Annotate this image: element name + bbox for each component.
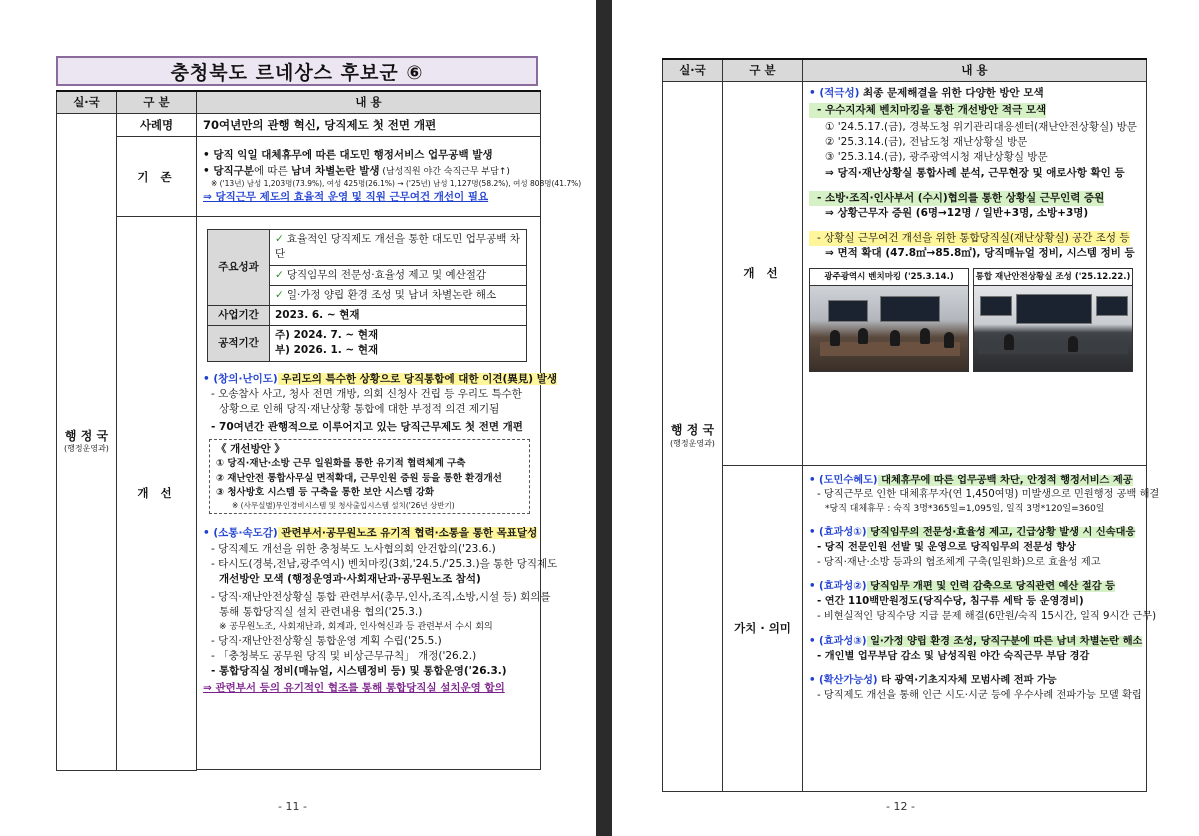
visit-3: ③ '25.3.14.(금), 광주광역시청 재난상황실 방문 <box>825 151 1048 164</box>
value-content <box>803 465 1160 791</box>
effect3-line-1: - 개인별 업무부담 감소 및 남성직원 야간 숙직근무 부담 경감 <box>817 650 1090 662</box>
meeting-photo <box>809 286 969 372</box>
active-line-3-conclusion: ⇒ 면적 확대 (47.8㎡→85.8㎡), 당직매뉴얼 정비, 시스템 정비 등 <box>825 247 1135 260</box>
header-content: 내 용 <box>803 59 1147 81</box>
creative-headline: • (창의·난이도) 우리도의 특수한 상황으로 당직통합에 대한 이견(異見) 발생 <box>203 372 558 385</box>
comm-line-8: - 통합당직실 정비(매뉴얼, 시스템정비 등) 및 통합운영('26.3.) <box>211 665 507 678</box>
spread-line-1: - 당직제도 개선을 통해 인근 시도·시군 등에 우수사례 전파가능 모델 확립 <box>817 690 1142 702</box>
comm-conclusion: ⇒ 관련부서 등의 유기적인 협조를 통해 통합당직실 설치운영 합의 <box>203 682 505 695</box>
photo-row <box>809 268 1140 372</box>
comm-headline: • (소통·속도감) 관련부서·공무원노조 유기적 협력·소통을 통한 목표달성 <box>203 527 538 540</box>
effect1-headline: • (효과성①) 당직임무의 전문성·효율성 제고, 긴급상황 발생 시 신속대응 <box>809 527 1136 539</box>
improve-label: 개 선 <box>723 81 803 465</box>
visit-conclusion: ⇒ 당직·재난상황실 통합사례 분석, 근무현장 및 애로사항 확인 등 <box>825 166 1125 179</box>
active-line-3: - 상황실 근무여건 개선을 위한 통합당직실(재난상황실) 공간 조성 등 <box>809 231 1130 246</box>
effect3-headline: • (효과성③) 일·가정 양립 환경 조성, 당직구분에 따른 남녀 차별논란 해소 <box>809 635 1143 647</box>
visit-1: ① '24.5.17.(금), 경북도청 위기관리대응센터(재난안전상황실) 방문 <box>825 120 1137 133</box>
achievement-label: 주요성과 <box>208 230 270 306</box>
improve-content <box>803 81 1147 465</box>
check-icon: ✓ <box>275 268 284 281</box>
value-label: 가치 · 의미 <box>723 465 803 791</box>
table-header-row <box>663 59 1147 81</box>
page-title: 충청북도 르네상스 후보군 ⑥ <box>56 56 538 86</box>
comm-line-1: - 당직제도 개선을 위한 충청북도 노사협의회 안건합의('23.6.) <box>211 542 496 555</box>
plan-item-2: ② 재난안전 통합사무실 면적확대, 근무인원 증원 등을 통한 환경개선 <box>216 472 502 484</box>
comm-line-2: - 타시도(경북,전남,광주역시) 벤치마킹(3회,'24.5./'25.3.)을 통한 당직제도 <box>211 557 558 570</box>
page-number: - 12 - <box>886 800 915 813</box>
spread-headline: • (확산가능성) 타 광역·기초지자체 모범사례 전파 가능 <box>809 675 1057 687</box>
left-content-table <box>56 90 582 771</box>
achievement-table <box>207 229 527 362</box>
dept-cell <box>663 81 723 791</box>
benefit-headline: • (도민수혜도) 대체휴무에 따른 업무공백 차단, 안정적 행정서비스 제공 <box>809 474 1133 486</box>
case-label: 사례명 <box>117 113 197 137</box>
photo-situation-room <box>973 268 1133 372</box>
comm-line-7: - 「충청북도 공무원 당직 및 비상근무규칙」 개정('26.2.) <box>211 649 477 662</box>
photo-benchmarking <box>809 268 969 372</box>
effect2-line-2: - 비현실적인 당직수당 지급 문제 해결(6만원/숙직 15시간, 일직 9시간 근무) <box>817 611 1157 623</box>
benefit-note: *당직 대체휴무 : 숙직 3명*365일=1,095일, 일직 3명*120일=360일 <box>825 504 1105 515</box>
communication-section <box>203 526 558 696</box>
check-icon: ✓ <box>275 233 284 246</box>
effect1-line-2: - 당직·재난·소방 등과의 협조체계 구축(일원화)으로 효율성 제고 <box>817 556 1101 568</box>
case-text: 70여년만의 관행 혁신, 당직제도 첫 전면 개편 <box>197 113 541 137</box>
comm-line-4: - 당직·재난안전상황실 통합 관련부서(총무,인사,조직,소방,시설 등) 회의를 <box>211 591 551 604</box>
header-dept: 실·국 <box>663 59 723 81</box>
header-dept: 실·국 <box>57 91 117 113</box>
existing-label: 기 존 <box>117 137 197 217</box>
comm-line-5: 통해 통합당직실 설치 관련내용 협의('25.3.) <box>219 606 423 619</box>
dept-sub-label: (행정운영과) <box>670 438 715 448</box>
creative-section <box>203 372 558 515</box>
effect2-headline: • (효과성②) 당직임무 개편 및 인력 감축으로 당직관련 예산 절감 등 <box>809 581 1115 593</box>
active-headline: • (적극성) 최종 문제해결을 위한 다양한 방안 모색 <box>809 86 1044 99</box>
right-content-table <box>662 58 1160 792</box>
period-value: 2023. 6. ~ 현재 <box>270 306 527 326</box>
plan-note: ※ (사무실별)무인경비시스템 및 청사출입시스템 설치('26년 상반기) <box>232 501 455 511</box>
active-line-1: - 우수지자체 벤치마킹을 통한 개선방안 적극 모색 <box>809 103 1046 118</box>
value-row <box>663 465 1147 791</box>
case-row <box>57 113 541 137</box>
existing-bullet-2: • 당직구분에 따른 남녀 차별논란 발생 (남성직원 야간 숙직근무 부담↑) <box>203 164 510 177</box>
improve-row <box>663 81 1147 465</box>
creative-line-1: - 오송참사 사고, 청사 전면 개방, 의회 신청사 건립 등 우리도 특수한 <box>211 387 522 400</box>
improve-row <box>57 217 541 770</box>
header-content: 내 용 <box>197 91 541 113</box>
header-category: 구 분 <box>723 59 803 81</box>
header-category: 구 분 <box>117 91 197 113</box>
achievement-item-1: ✓ 효율적인 당직제도 개선을 통한 대도민 업무공백 차단 <box>270 230 527 265</box>
photo-caption-1: 광주광역시 벤치마킹 ('25.3.14.) <box>809 268 969 286</box>
existing-bullet-1: • 당직 익일 대체휴무에 따른 대도민 행정서비스 업무공백 발생 <box>203 149 493 162</box>
page-gutter <box>596 0 612 836</box>
comm-line-3: 개선방안 모색 (행정운영과·사회재난과·공무원노조 참석) <box>219 572 481 585</box>
page-number: - 11 - <box>278 800 307 813</box>
dept-sub-label: (행정운영과) <box>64 444 109 454</box>
visit-2: ② '25.3.14.(금), 전남도청 재난상황실 방문 <box>825 136 1028 149</box>
improve-content <box>197 217 558 770</box>
achievement-item-2: ✓ 당직임무의 전문성·효율성 제고 및 예산절감 <box>270 265 527 285</box>
comm-note: ※ 공무원노조, 사회재난과, 회계과, 인사혁신과 등 관련부서 수시 회의 <box>219 621 493 632</box>
official-period-value: 주) 2024. 7. ~ 현재 부) 2026. 1. ~ 현재 <box>270 326 527 361</box>
active-line-2: - 소방·조직·인사부서 (수시)협의를 통한 상황실 근무인력 증원 <box>809 191 1104 206</box>
situation-room-photo <box>973 286 1133 372</box>
official-period-label: 공적기간 <box>208 326 270 361</box>
plan-title: 《 개선방안 》 <box>216 442 285 455</box>
comm-line-6: - 당직·재난안전상황실 통합운영 계획 수립('25.5.) <box>211 634 442 647</box>
plan-item-1: ① 당직·재난·소방 근무 일원화를 통한 유기적 협력체계 구축 <box>216 458 466 470</box>
existing-row <box>57 137 541 217</box>
left-page <box>0 0 596 836</box>
plan-item-3: ③ 청사방호 시스템 등 구축을 통한 보안 시스템 강화 <box>216 486 435 498</box>
dept-cell <box>57 113 117 770</box>
benefit-line-1: - 당직근무로 인한 대체휴무자(연 1,450여명) 미발생으로 민원행정 공백 해결 <box>817 489 1160 501</box>
active-line-2-conclusion: ⇒ 상황근무자 증원 (6명→12명 / 일반+3명, 소방+3명) <box>825 207 1089 220</box>
effect2-line-1: - 연간 110백만원정도(당직수당, 침구류 세탁 등 운영경비) <box>817 596 1084 608</box>
improvement-plan-box <box>209 439 530 515</box>
improve-label: 개 선 <box>117 217 197 771</box>
dept-label: 행 정 국 <box>64 428 109 443</box>
check-icon: ✓ <box>275 288 284 301</box>
photo-caption-2: 통합 재난안전상황실 조성 ('25.12.22.) <box>973 268 1133 286</box>
achievement-item-3: ✓ 일·가정 양립 환경 조성 및 남녀 차별논란 해소 <box>270 285 527 305</box>
creative-line-2: 상황으로 인해 당직·재난상황 통합에 대한 부정적 의견 제기됨 <box>219 403 500 416</box>
period-label: 사업기간 <box>208 306 270 326</box>
dept-label: 행 정 국 <box>670 423 715 437</box>
right-page <box>612 0 1199 836</box>
existing-content <box>197 137 582 217</box>
existing-conclusion: ⇒ 당직근무 제도의 효율적 운영 및 직원 근무여건 개선이 필요 <box>203 190 489 203</box>
creative-line-3: - 70여년간 관행적으로 이루어지고 있는 당직근무제도 첫 전면 개편 <box>211 421 523 434</box>
existing-note: ※ ('13년) 남성 1,203명(73.9%), 여성 425명(26.1%) → ('25년) 남성 1,127명(58.2%), 여성 808명(41.7%) <box>211 178 582 188</box>
table-header-row <box>57 91 541 113</box>
effect1-line-1: - 당직 전문인원 선발 및 운영으로 당직임무의 전문성 향상 <box>817 541 1076 553</box>
